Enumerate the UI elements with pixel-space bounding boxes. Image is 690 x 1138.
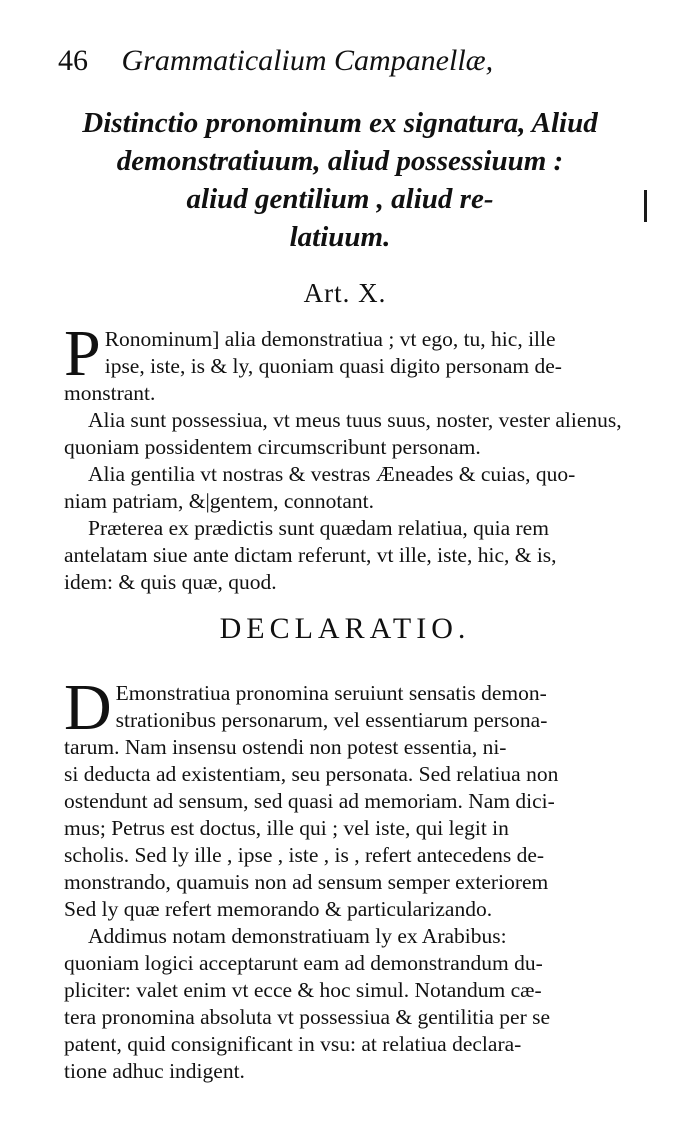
- text-line: quoniam logici acceptarunt eam ad demonstrandum du-: [64, 951, 543, 975]
- text-line: si deducta ad existentiam, seu personata. Sed relatiua non: [64, 762, 559, 786]
- text-line: strationibus personarum, vel essentiarum persona-: [115, 708, 548, 732]
- text-line: Emonstratiua pronomina seruiunt sensatis demon-: [115, 681, 547, 705]
- text-line: monstrando, quamuis non ad sensum semper exteriorem: [64, 870, 549, 894]
- heading-line: demonstratiuum, aliud possessiuum :: [116, 145, 564, 177]
- heading-line: latiuum.: [289, 221, 391, 253]
- running-title: Grammaticalium Campanellæ,: [121, 44, 494, 77]
- text-line: Alia gentilia vt nostras & vestras Æneades & cuias, quo-: [88, 462, 576, 486]
- text-line: Sed ly quæ refert memorando & particularizando.: [64, 897, 493, 921]
- drop-cap: D: [64, 671, 112, 744]
- text-line: monstrant.: [64, 381, 156, 405]
- text-line: tione adhuc indigent.: [64, 1059, 245, 1083]
- text-line: niam patriam, &|gentem, connotant.: [64, 489, 374, 513]
- text-line: idem: & quis quæ, quod.: [64, 570, 277, 594]
- text-line: mus; Petrus est doctus, ille qui ; vel iste, qui legit in: [64, 816, 509, 840]
- text-line: Ronominum] alia demonstratiua ; vt ego, tu, hic, ille: [104, 327, 556, 351]
- text-line: pliciter: valet enim vt ecce & hoc simul. Notandum cæ-: [64, 978, 542, 1002]
- running-head: [58, 44, 618, 78]
- text-line: patent, quid consignificant in vsu: at relatiua declara-: [64, 1032, 522, 1056]
- page-edge-mark: [644, 190, 647, 222]
- text-line: ostendunt ad sensum, sed quasi ad memoriam. Nam dici-: [64, 789, 555, 813]
- heading-line: Distinctio pronominum ex signatura, Aliud: [82, 107, 598, 139]
- page-number: 46: [58, 44, 88, 77]
- text-line: ipse, iste, is & ly, quoniam quasi digito personam de-: [104, 354, 562, 378]
- heading-line: aliud gentilium , aliud re-: [186, 183, 494, 215]
- text-line: Alia sunt possessiua, vt meus tuus suus, noster, vester alienus,: [88, 408, 622, 432]
- article-number: Art. X.: [303, 278, 387, 308]
- text-line: quoniam possidentem circumscribunt personam.: [64, 435, 481, 459]
- text-line: antelatam siue ante dictam referunt, vt ille, iste, hic, & is,: [64, 543, 557, 567]
- article-text: [64, 317, 642, 596]
- text-line: scholis. Sed ly ille , ipse , iste , is , refert antecedens de-: [64, 843, 545, 867]
- declaratio-heading: DECLARATIO.: [219, 612, 471, 645]
- declaratio-text: [64, 671, 642, 1085]
- drop-cap: P: [64, 317, 101, 390]
- text-line: tarum. Nam insensu ostendi non potest essentia, ni-: [64, 735, 507, 759]
- text-line: Præterea ex prædictis sunt quædam relatiua, quia rem: [88, 516, 549, 540]
- chapter-heading: [50, 104, 630, 256]
- text-line: Addimus notam demonstratiuam ly ex Arabibus:: [88, 924, 507, 948]
- text-line: tera pronomina absoluta vt possessiua & gentilitia per se: [64, 1005, 551, 1029]
